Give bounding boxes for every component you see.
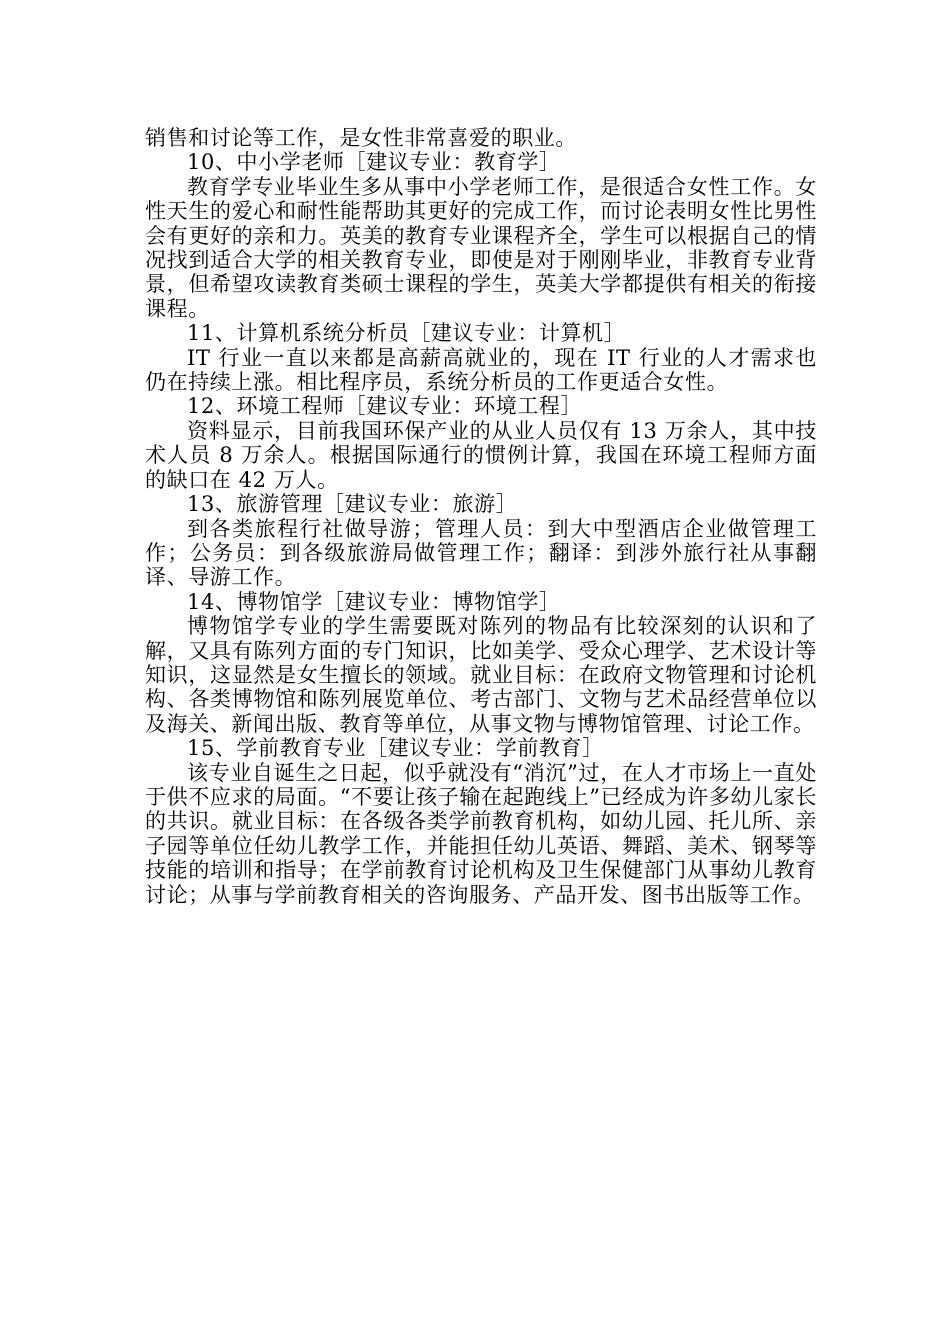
heading-15-preschool: 15、学前教育专业［建议专业：学前教育］ <box>187 736 604 761</box>
paragraph-15-preschool: 该专业自诞生之日起，似乎就没有“消沉”过，在人才市场上一直处于供不应求的局面。“不要让孩子输在起跑线上”已经成为许多幼儿家长的共识。就业目标：在各级各类学前教育机构，如幼儿园、托儿所、亲子园等单位任幼儿教学工作，并能担任幼儿英语、舞蹈、美术、钢琴等技能的培训和指导；在学前教育讨论机构及卫生保健部门从事幼儿教育讨论；从事与学前教育相关的咨询服务、产品开发、图书出版等工作。 <box>145 760 817 907</box>
paragraph-14-museology: 博物馆学专业的学生需要既对陈列的物品有比较深刻的认识和了解，又具有陈列方面的专门知识，比如美学、受众心理学、艺术设计等知识，这显然是女生擅长的领域。就业目标：在政府文物管理和讨论机构、各类博物馆和陈列展览单位、考古部门、文物与艺术品经营单位以及海关、新闻出版、教育等单位，从事文物与博物馆管理、讨论工作。 <box>145 614 817 736</box>
heading-11-system-analyst: 11、计算机系统分析员［建议专业：计算机］ <box>187 321 626 346</box>
paragraph-12-environment-engineer: 资料显示，目前我国环保产业的从业人员仅有 13 万余人，其中技术人员 8 万余人。根据国际通行的惯例计算，我国在环境工程师方面的缺口在 42 万人。 <box>145 418 817 492</box>
paragraph-13-tourism: 到各类旅程行社做导游；管理人员：到大中型酒店企业做管理工作；公务员：到各级旅游局做管理工作；翻译：到涉外旅行社从事翻译、导游工作。 <box>145 516 817 590</box>
paragraph-11-system-analyst: IT 行业一直以来都是高薪高就业的，现在 IT 行业的人才需求也仍在持续上涨。相比程序员，系统分析员的工作更适合女性。 <box>145 345 817 395</box>
heading-13-tourism: 13、旅游管理［建议专业：旅游］ <box>187 492 518 517</box>
heading-10-teacher: 10、中小学老师［建议专业：教育学］ <box>187 150 561 175</box>
paragraph-intro-tail: 销售和讨论等工作，是女性非常喜爱的职业。 <box>145 126 577 150</box>
heading-12-environment-engineer: 12、环境工程师［建议专业：环境工程］ <box>187 394 583 419</box>
document-page <box>145 126 817 907</box>
paragraph-10-teacher: 教育学专业毕业生多从事中小学老师工作，是很适合女性工作。女性天生的爱心和耐性能帮助其更好的完成工作，而讨论表明女性比男性会有更好的亲和力。英美的教育专业课程齐全，学生可以根据自己的情况找到适合大学的相关教育专业，即使是对于刚刚毕业，非教育专业背景，但希望攻读教育类硕士课程的学生，英美大学都提供有相关的衔接课程。 <box>145 174 817 321</box>
heading-14-museology: 14、博物馆学［建议专业：博物馆学］ <box>187 589 561 614</box>
